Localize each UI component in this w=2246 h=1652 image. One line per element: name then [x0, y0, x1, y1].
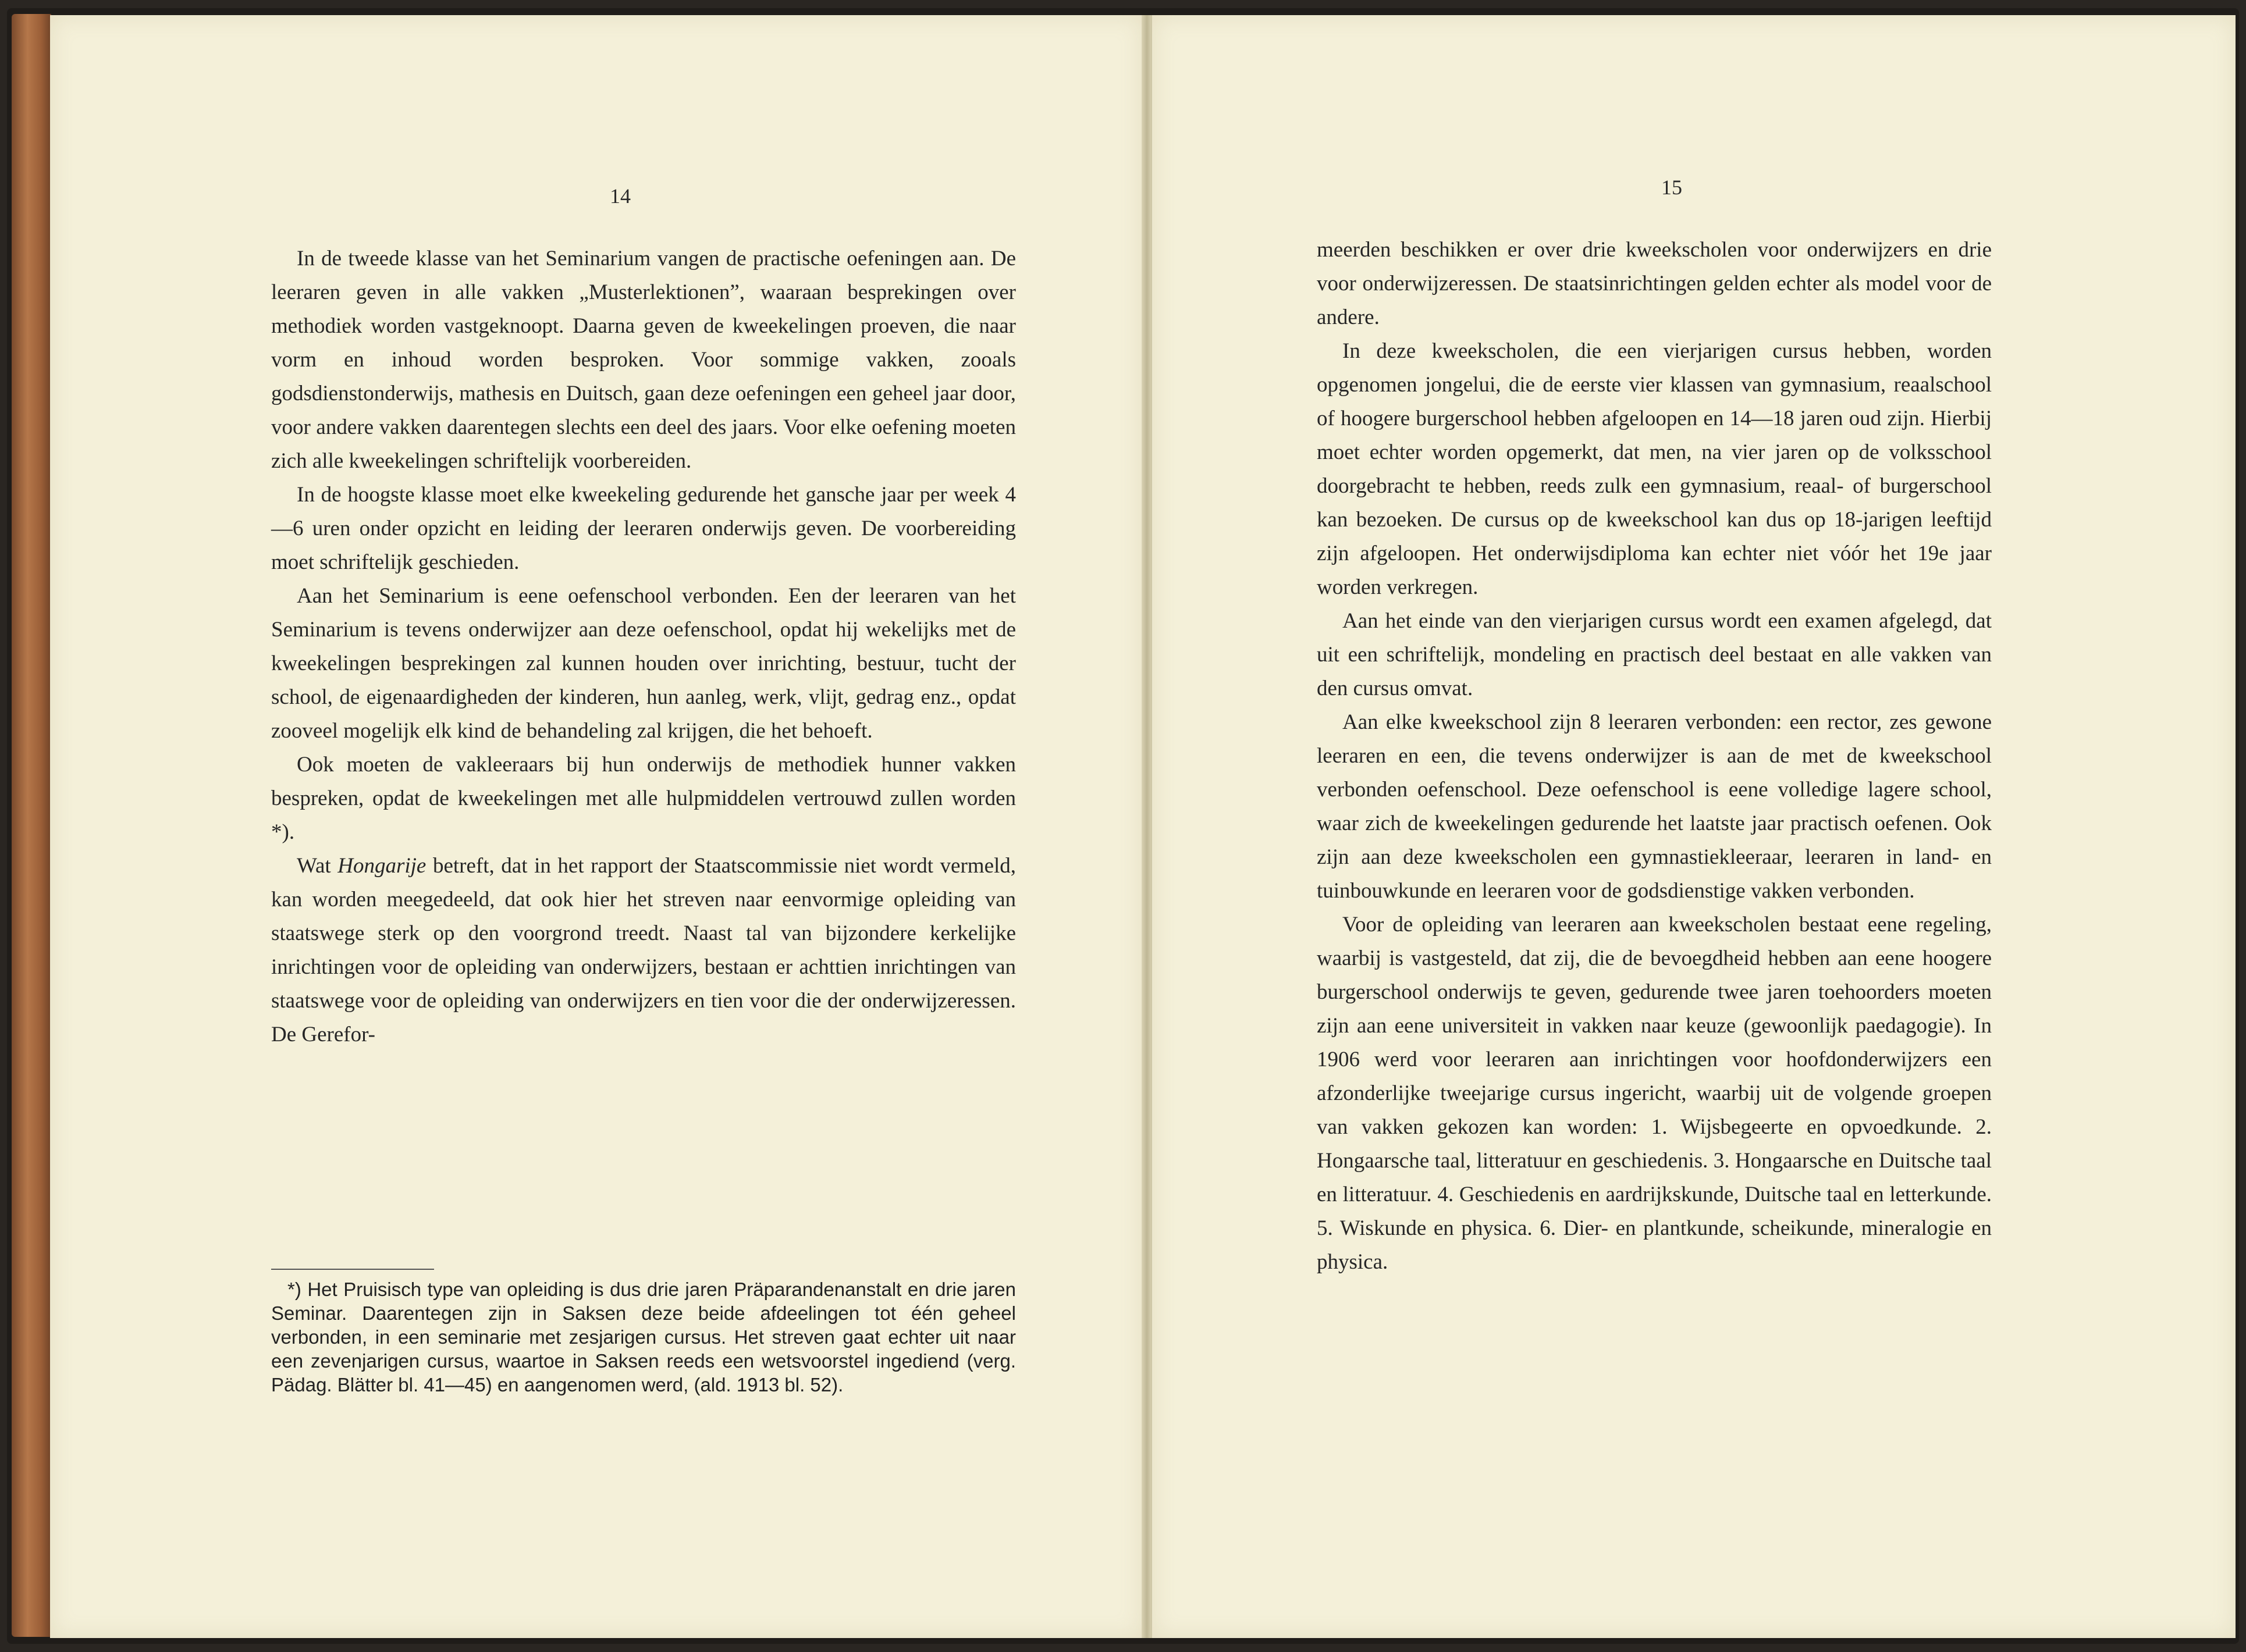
paragraph: Aan het Seminarium is eene oefenschool verbonden. Een der leeraren van het Seminarium is tevens onderwijzer aan deze oefenschool, opdat hij wekelijks met de kweekelingen besprekingen zal kunnen houden over inrichting, bestuur, tucht der school, de eigenaardigheden der kinderen, hun aanleg, werk, vlijt, gedrag enz., opdat zooveel mogelijk elk kind de behandeling zal krijgen, die het behoeft. [271, 584, 1016, 743]
paragraph-lead: Wat [297, 854, 331, 878]
footnote-text: *) Het Pruisisch type van opleiding is dus drie jaren Präparandenanstalt en drie jaren Seminar. Daarentegen zijn in Saksen deze beide afdeelingen tot één geheel verbonden, in een seminarie met zesjarigen cursus. Het streven gaat echter uit naar een zevenjarigen cursus, waartoe in Saksen reeds een wetsvoorstel ingediend (verg. Pädag. Blätter bl. 41—45) en aangenomen werd, (ald. 1913 bl. 52). [271, 1279, 1016, 1395]
paragraph: In deze kweekscholen, die een vierjarigen cursus hebben, worden opgenomen jongelui, die de eerste vier klassen van gymnasium, reaalschool of hoogere burgerschool hebben afgeloopen en 14—18 jaren oud zijn. Hierbij moet echter worden opgemerkt, dat men, na vier jaren op de volksschool doorgebracht te hebben, reeds zulk een gymnasium, reaal- of burgerschool kan bezoeken. De cursus op de kweekschool kan dus op 18-jarigen leeftijd zijn afgeloopen. Het onderwijsdiploma kan echter niet vóór het 19e jaar worden verkregen. [1317, 339, 1992, 599]
italic-country: Hongarije [337, 854, 427, 878]
paragraph: Voor de opleiding van leeraren aan kweekscholen bestaat eene regeling, waarbij is vastgesteld, dat zij, die de bevoegdheid hebben aan eene hoogere burgerschool onderwijs te geven, gedurende twee jaren toehoorders moeten zijn aan eene universiteit in vakken naar keuze (gewoonlijk paedagogie). In 1906 werd voor leeraren aan inrichtingen voor hoofdonderwijzers een afzonderlijke tweejarige cursus ingericht, waarbij uit de volgende groepen van vakken gekozen kan worden: 1. Wijsbegeerte en opvoedkunde. 2. Hongaarsche taal, litteratuur en geschiedenis. 3. Hongaarsche en Duitsche taal en litteratuur. 4. Geschiedenis en aardrijkskunde, Duitsche taal en letterkunde. 5. Wiskunde en physica. 6. Dier- en plantkunde, scheikunde, mineralogie en physica. [1317, 913, 1992, 1274]
paragraph [271, 849, 1016, 1052]
paragraph: Ook moeten de vakleeraars bij hun onderwijs de methodiek hunner vakken bespreken, opdat de kweekelingen met alle hulpmiddelen vertrouwd zullen worden *). [271, 753, 1016, 844]
left-body-text [271, 242, 1016, 1052]
page-number-right: 15 [1661, 176, 1682, 199]
page-number-left: 14 [610, 184, 631, 208]
paragraph: In de tweede klasse van het Seminarium vangen de practische oefeningen aan. De leeraren geven in alle vakken „Musterlektionen”, waaraan besprekingen over methodiek worden vastgeknoopt. Daarna geven de kweekelingen proeven, die naar vorm en inhoud worden besproken. Voor sommige vakken, zooals godsdienstonderwijs, mathesis en Duitsch, gaan deze oefeningen een geheel jaar door, voor andere vakken daarentegen slechts een deel des jaars. Voor elke oefening moeten zich alle kweekelingen schriftelijk voorbereiden. [271, 247, 1016, 473]
right-page [1151, 15, 2236, 1638]
paragraph: Aan het einde van den vierjarigen cursus wordt een examen afgelegd, dat uit een schriftelijk, mondeling en practisch deel bestaat en alle vakken van den cursus omvat. [1317, 609, 1992, 700]
footnote-rule [271, 1269, 434, 1270]
right-body-text [1317, 233, 1992, 1279]
paragraph: Aan elke kweekschool zijn 8 leeraren verbonden: een rector, zes gewone leeraren en een, die tevens onderwijzer is aan de met de kweekschool verbonden oefenschool. Deze oefenschool is eene volledige lagere school, waar zich de kweekelingen gedurende het laatste jaar practisch oefenen. Ook zijn aan deze kweekscholen een gymnastiekleeraar, leeraren in land- en tuinbouwkunde en leeraren voor de godsdienstige vakken verbonden. [1317, 710, 1992, 903]
paragraph-rest: betreft, dat in het rapport der Staatscommissie niet wordt vermeld, kan worden meegedeeld, dat ook hier het streven naar eenvormige opleiding van staatswege sterk op den voorgrond treedt. Naast tal van bijzondere kerkelijke inrichtingen voor de opleiding van onderwijzers, bestaan er achttien inrichtingen van staatswege voor de opleiding van onderwijzers en tien voor die der onderwijzeressen. De Gerefor- [271, 854, 1017, 1046]
left-page [50, 15, 1144, 1638]
book-cover-edge [12, 14, 51, 1637]
paragraph: meerden beschikken er over drie kweekscholen voor onderwijzers en drie voor onderwijzeressen. De staatsinrichtingen gelden echter als model voor de andere. [1317, 238, 1992, 329]
paragraph: In de hoogste klasse moet elke kweekeling gedurende het gansche jaar per week 4—6 uren onder opzicht en leiding der leeraren onderwijs geven. De voorbereiding moet schriftelijk geschieden. [271, 483, 1016, 574]
footnote [271, 1277, 1016, 1397]
